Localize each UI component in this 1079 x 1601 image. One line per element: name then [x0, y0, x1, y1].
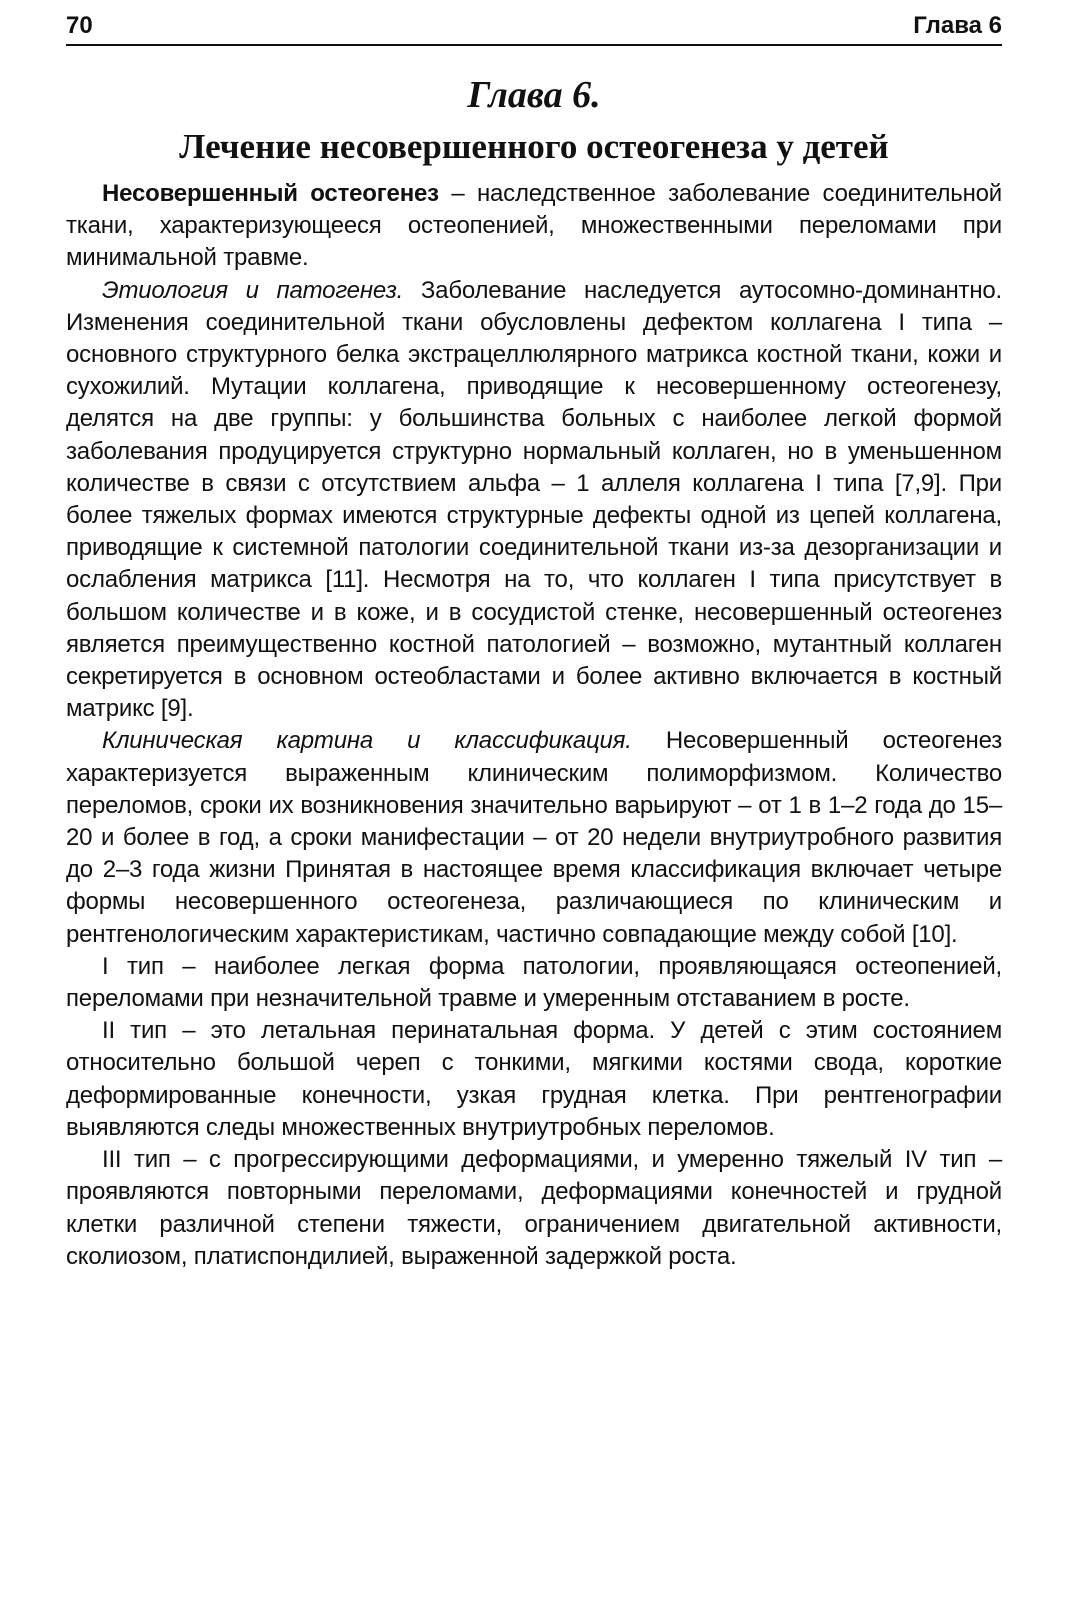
body-text	[66, 178, 1002, 1273]
section-lead: Клиническая картина и классификация.	[102, 727, 632, 755]
paragraph-type-2	[66, 1015, 1002, 1144]
paragraph-text: III тип – с прогрессирующими деформациями, и умеренно тяжелый IV тип – проявляются повторными переломами, деформациями конечностей и грудной клетки различной степени тяжести, ограничением двигательной активности, сколиозом, платиспондилией, выраженной задержкой роста.	[66, 1146, 1002, 1270]
chapter-heading: Лечение несовершенного остеогенеза у детей	[179, 127, 889, 166]
paragraph-text: Несовершенный остеогенез характеризуется выраженным клиническим полиморфизмом. Количество переломов, сроки их возникновения значительно варьируют – от 1 в 1–2 года до 15–20 и более в год, а сроки манифестации – от 20 недели внутриутробного развития до 2–3 года жизни Принятая в настоящее время классификация включает четыре формы несовершенного остеогенеза, различающиеся по клиническим и рентгенологическим характеристикам, частично совпадающие между собой [10].	[66, 727, 1002, 948]
chapter-title	[66, 72, 1002, 170]
paragraph-definition	[66, 178, 1002, 275]
paragraph-clinical	[66, 725, 1002, 950]
paragraph-type-3-4	[66, 1144, 1002, 1273]
paragraph-text: Заболевание наследуется аутосомно-доминантно. Изменения соединительной ткани обусловлены дефектом коллагена I типа – основного структурного белка экстрацеллюлярного матрикса костной ткани, кожи и сухожилий. Мутации коллагена, приводящие к несовершенному остеогенезу, делятся на две группы: у большинства больных с наиболее легкой формой заболевания продуцируется структурно нормальный коллаген, но в уменьшенном количестве в связи с отсутствием альфа – 1 аллеля коллагена I типа [7,9]. При более тяжелых формах имеются структурные дефекты одной из цепей коллагена, приводящие к системной патологии соединительной ткани из-за дезорганизации и ослабления матрикса [11]. Несмотря на то, что коллаген I типа присутствует в большом количестве и в коже, и в сосудистой стенке, несовершенный остеогенез является преимущественно костной патологией – возможно, мутантный коллаген секретируется в основном остеобластами и более активно включается в костный матрикс [9].	[66, 276, 1002, 723]
chapter-number: Глава 6.	[467, 74, 601, 116]
term-lead: Несовершенный остеогенез	[102, 180, 439, 207]
paragraph-text: – наследственное заболевание соединительной ткани, характеризующееся остеопенией, множественными переломами при минимальной травме.	[66, 180, 1003, 272]
paragraph-etiology	[66, 275, 1002, 726]
paragraph-text: I тип – наиболее легкая форма патологии, проявляющаяся остеопенией, переломами при незначительной травме и умеренным отставанием в росте.	[66, 952, 1002, 1013]
running-head	[66, 8, 1002, 46]
page-number: 70	[66, 12, 93, 39]
paragraph-text: II тип – это летальная перинатальная форма. У детей с этим состоянием относительно большой череп с тонкими, мягкими костями свода, короткие деформированные конечности, узкая грудная клетка. При рентгенографии выявляются следы множественных внутриутробных переломов.	[66, 1017, 1002, 1141]
paragraph-type-1	[66, 951, 1002, 1015]
book-page	[66, 0, 1002, 1601]
section-lead: Этиология и патогенез.	[102, 276, 404, 304]
running-chapter-label: Глава 6	[913, 12, 1002, 39]
